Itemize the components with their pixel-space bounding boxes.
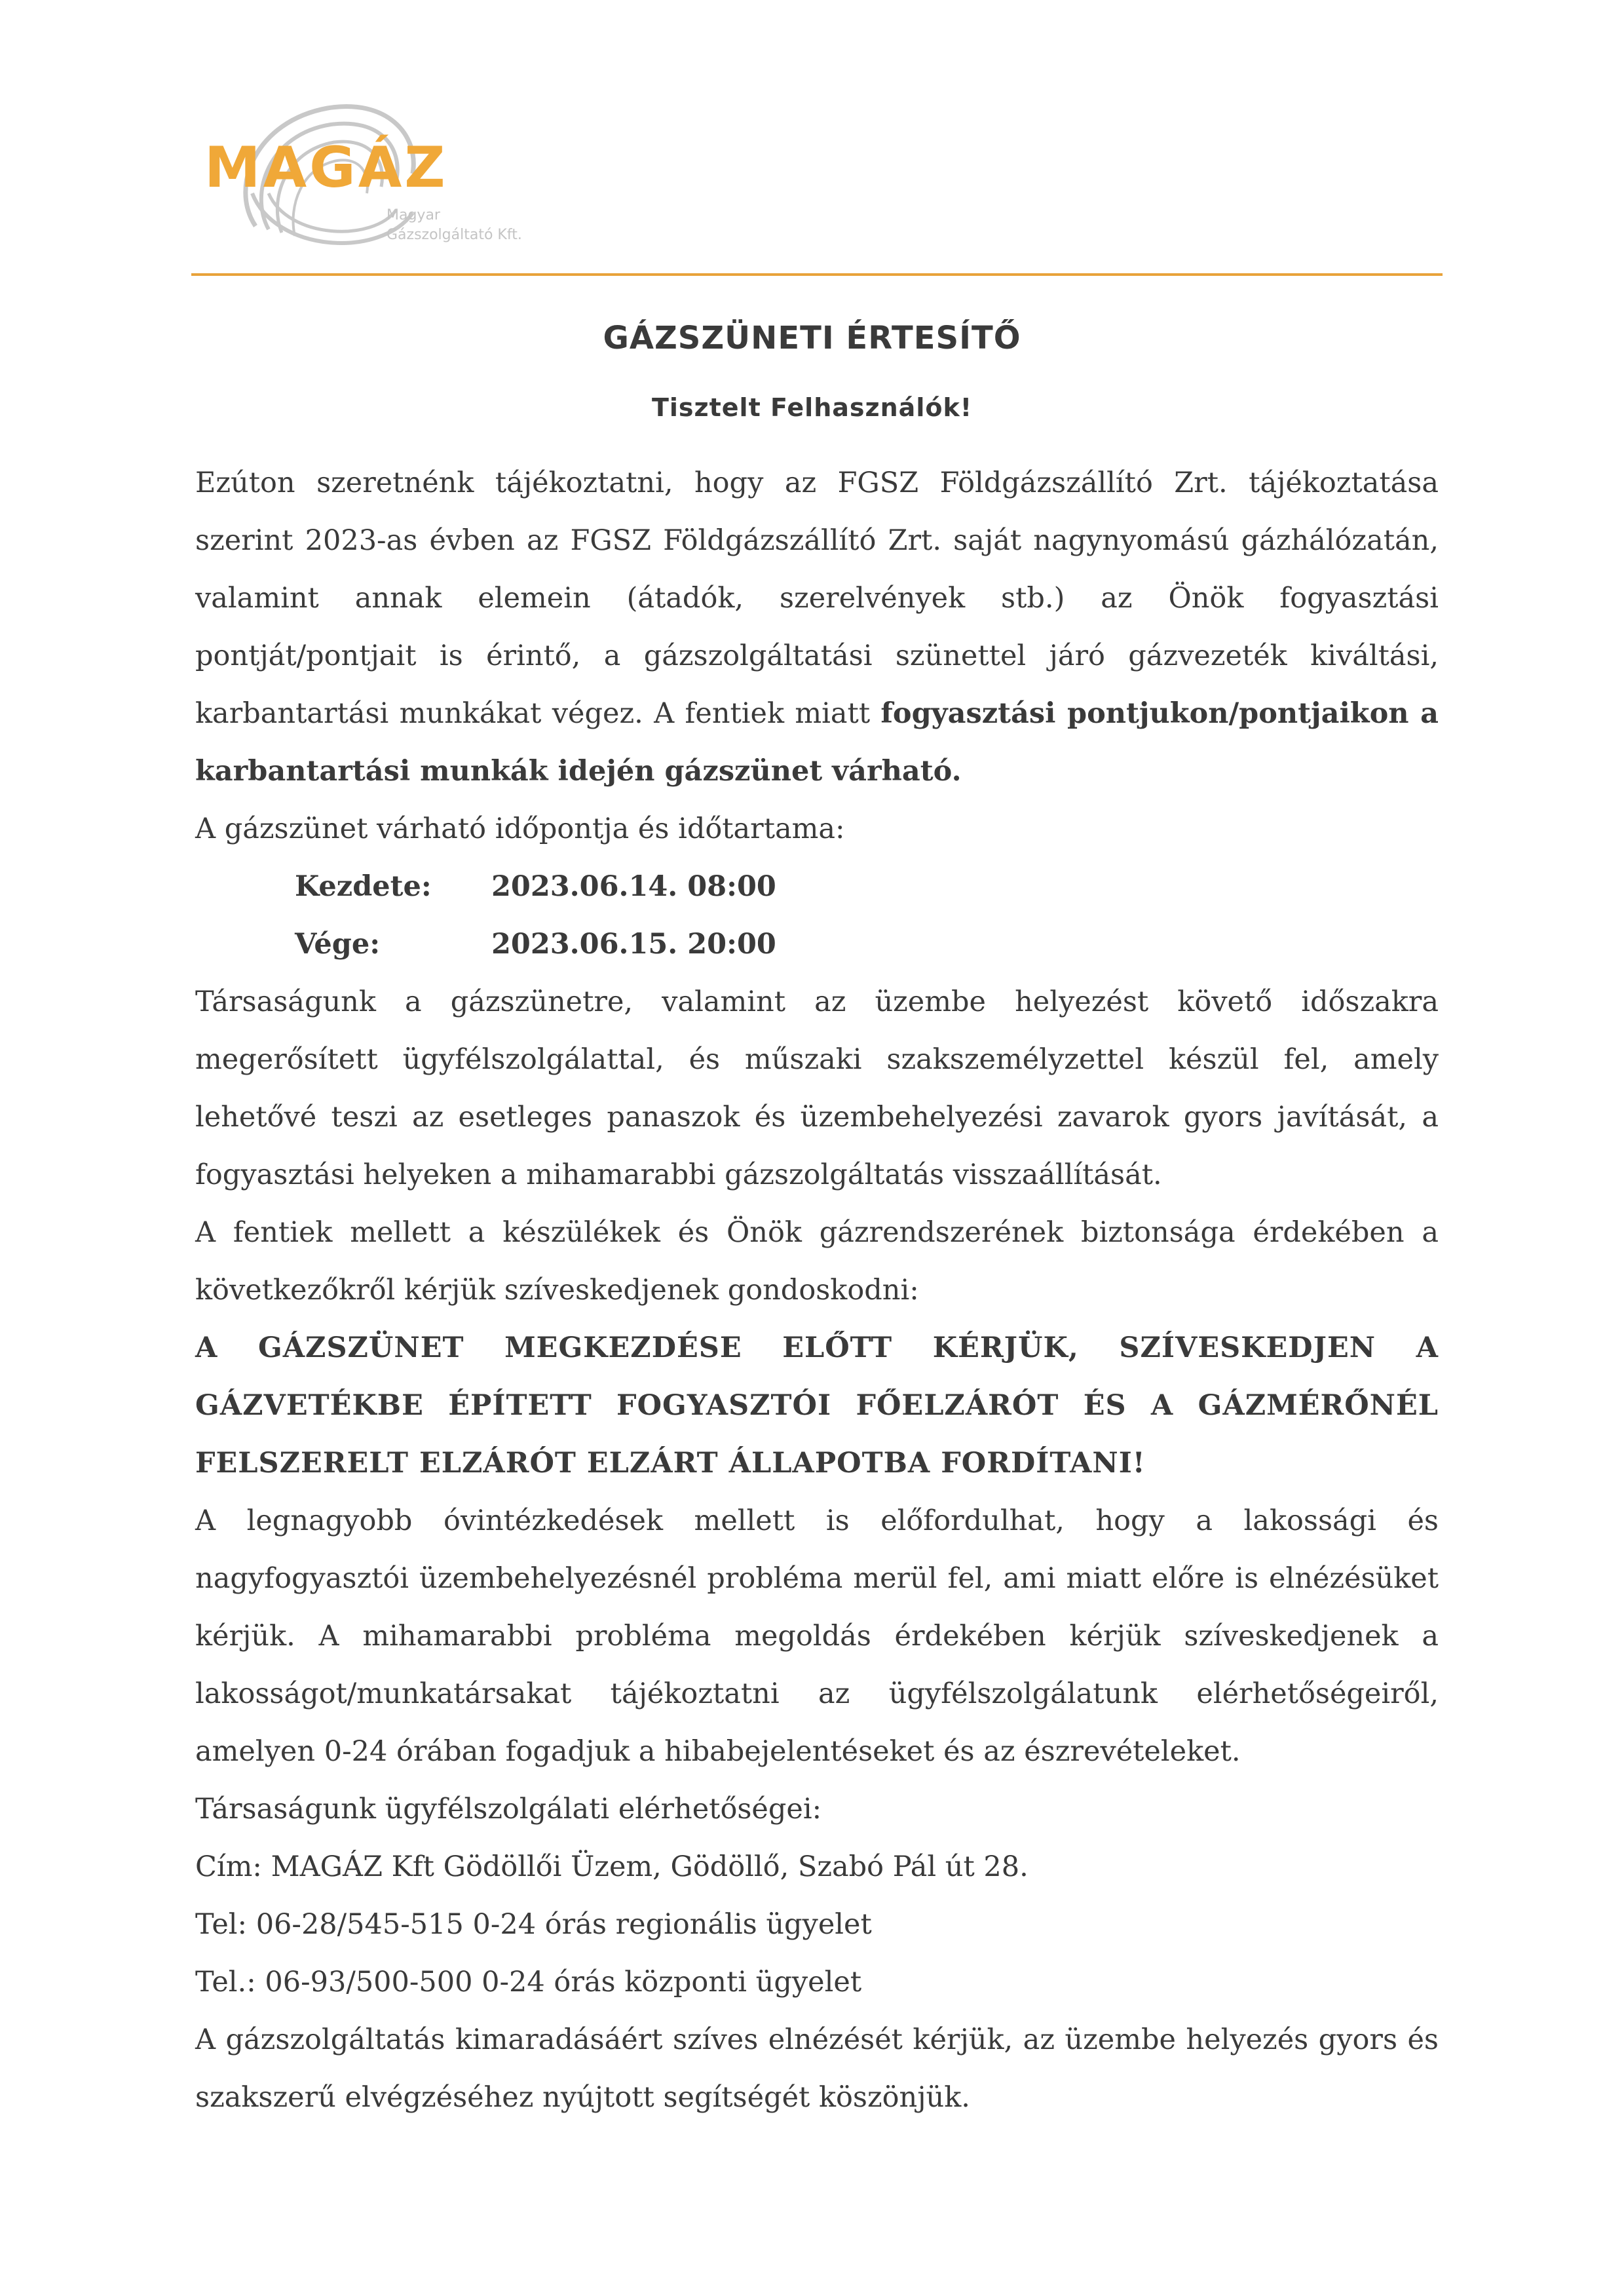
contact-phone-regional: Tel: 06-28/545-515 0-24 órás regionális ügyelet xyxy=(195,1908,872,1941)
schedule-end-row xyxy=(195,915,1439,973)
magaz-logo xyxy=(197,88,603,265)
safety-paragraph: A fentiek mellett a készülékek és Önök gázrendszerének biztonsága érdekében a következőkről kérjük szíveskedjenek gondoskodni: xyxy=(195,1216,1439,1307)
contact-address: Cím: MAGÁZ Kft Gödöllői Üzem, Gödöllő, Szabó Pál út 28. xyxy=(195,1850,1029,1883)
schedule-start-label: Kezdete: xyxy=(295,870,432,903)
warning-paragraph: A GÁZSZÜNET MEGKEZDÉSE ELŐTT KÉRJÜK, SZÍVESKEDJEN A GÁZVETÉKBE ÉPÍTETT FOGYASZTÓI FŐELZÁRÓT ÉS A GÁZMÉRŐNÉL FELSZERELT ELZÁRÓT ELZÁRT ÁLLAPOTBA FORDÍTANI! xyxy=(195,1331,1439,1480)
closing-paragraph: A gázszolgáltatás kimaradásáért szíves elnézését kérjük, az üzembe helyezés gyors és szakszerű elvégzéséhez nyújtott segítségét köszönjük. xyxy=(195,2023,1439,2114)
schedule-intro: A gázszünet várható időpontja és időtartama: xyxy=(195,813,845,845)
document-title: GÁZSZÜNETI ÉRTESÍTŐ xyxy=(603,320,1021,356)
logo-subtitle-line-2: Gázszolgáltató Kft. xyxy=(387,227,522,243)
schedule-end-label: Vége: xyxy=(295,928,381,961)
logo-brand-text: MAGÁZ xyxy=(204,135,448,201)
schedule-start-value: 2023.06.14. 08:00 xyxy=(491,870,776,903)
contact-phone-central: Tel.: 06-93/500-500 0-24 órás központi ügyelet xyxy=(195,1966,862,1999)
schedule-start-row xyxy=(195,858,1439,915)
contacts-heading: Társaságunk ügyfélszolgálati elérhetőségei: xyxy=(195,1793,822,1826)
logo-subtitle-line-1: Magyar xyxy=(387,207,440,223)
document-body xyxy=(195,454,1439,2126)
intro-bold-text: fogyasztási pontjukon/pontjaikon a karbantartási munkák idején gázszünet várható. xyxy=(195,697,1439,788)
intro-paragraph xyxy=(195,454,1439,800)
schedule-end-value: 2023.06.15. 20:00 xyxy=(491,928,776,961)
apology-paragraph: A legnagyobb óvintézkedések mellett is előfordulhat, hogy a lakossági és nagyfogyasztói üzembehelyezésnél probléma merül fel, ami miatt előre is elnézésüket kérjük. A mihamarabbi probléma megoldás érdekében kérjük szíveskedjenek a lakosságot/munkatársakat tájékoztatni az ügyfélszolgálatunk elérhetőségeiről, amelyen 0-24 órában fogadjuk a hibabejelentéseket és az észrevételeket. xyxy=(195,1504,1439,1768)
support-paragraph: Társaságunk a gázszünetre, valamint az üzembe helyezést követő időszakra megerősített ügyfélszolgálattal, és műszaki szakszemélyzettel készül fel, amely lehetővé teszi az esetleges panaszok és üzembehelyezési zavarok gyors javítását, a fogyasztási helyeken a mihamarabbi gázszolgáltatás visszaállítását. xyxy=(195,985,1439,1191)
header-rule xyxy=(191,273,1443,276)
salutation: Tisztelt Felhasználók! xyxy=(651,393,973,422)
schedule-block xyxy=(195,858,1439,973)
intro-text: Ezúton szeretnénk tájékoztatni, hogy az FGSZ Földgázszállító Zrt. tájékoztatása szerint 2023-as évben az FGSZ Földgázszállító Zrt. saját nagynyomású gázhálózatán, valamint annak elemein (átadók, szerelvények stb.) az Önök fogyasztási pontját/pontjait is érintő, a gázszolgáltatási szünettel járó gázvezeték kiváltási, karbantartási munkákat végez. A fentiek miatt xyxy=(195,467,1439,730)
